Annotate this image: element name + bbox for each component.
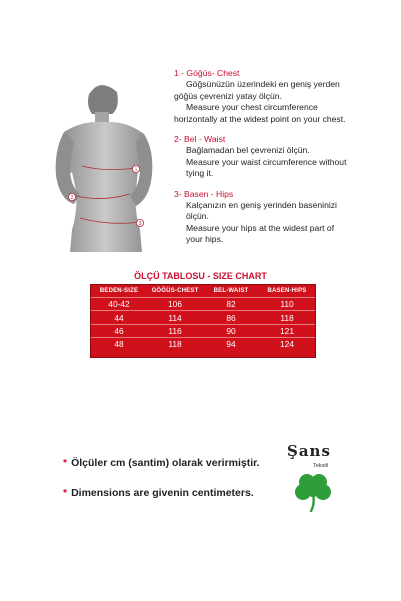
instruction-en-line: Measure your hips at the widest part of bbox=[186, 222, 335, 233]
clover-icon bbox=[291, 470, 335, 512]
note-units-en bbox=[63, 487, 254, 499]
table-cell: 110 bbox=[280, 299, 294, 310]
table-cell: 106 bbox=[168, 299, 182, 310]
size-chart-header-row bbox=[91, 285, 315, 297]
table-row bbox=[91, 297, 315, 310]
table-cell: 124 bbox=[280, 339, 294, 350]
table-row bbox=[91, 337, 315, 350]
size-chart-title: ÖLÇÜ TABLOSU - SIZE CHART bbox=[134, 271, 267, 281]
table-cell: 46 bbox=[114, 325, 124, 336]
header-cell: BEDEN-SIZE bbox=[99, 288, 139, 294]
instruction-heading: 3- Basen - Hips bbox=[174, 188, 234, 199]
note-star: * bbox=[63, 487, 68, 499]
body-silhouette-figure bbox=[40, 80, 170, 260]
marker-chest-label: 1 bbox=[134, 167, 138, 173]
instruction-en-line: your hips. bbox=[186, 234, 224, 245]
instruction-tr-line: Kalçanızın en geniş yerinden baseninizi bbox=[186, 200, 337, 211]
instruction-hips bbox=[174, 189, 394, 246]
brand-logo bbox=[283, 442, 343, 512]
table-row bbox=[91, 310, 315, 323]
instruction-tr-line: Göğsünüzün üzerindeki en geniş yerden bbox=[186, 79, 340, 90]
header-cell: BASEN-HIPS bbox=[267, 288, 307, 294]
instruction-tr-line: göğüs çevrenizi yatay ölçün. bbox=[174, 90, 282, 101]
table-cell: 40-42 bbox=[108, 299, 130, 310]
marker-hips-label: 3 bbox=[138, 221, 142, 227]
instruction-heading: 2- Bel - Waist bbox=[174, 134, 226, 145]
instruction-en-line: horizontally at the widest point on your chest. bbox=[174, 113, 346, 124]
table-cell: 48 bbox=[114, 339, 124, 350]
instruction-en-line: Measure your chest circumference bbox=[186, 102, 318, 113]
instruction-chest bbox=[174, 68, 394, 125]
table-cell: 114 bbox=[168, 312, 182, 323]
instruction-waist bbox=[174, 134, 394, 180]
table-cell: 90 bbox=[226, 325, 236, 336]
instruction-en-line: tying it. bbox=[186, 168, 214, 179]
table-cell: 86 bbox=[226, 312, 236, 323]
measurement-instructions bbox=[174, 68, 394, 255]
table-cell: 82 bbox=[226, 299, 236, 310]
note-star: * bbox=[63, 457, 68, 469]
instruction-tr-line: ölçün. bbox=[186, 211, 209, 222]
note-text: Ölçüler cm (santim) olarak verirmiştir. bbox=[71, 457, 260, 469]
table-cell: 44 bbox=[114, 312, 124, 323]
note-units-tr bbox=[63, 457, 260, 469]
marker-waist-label: 2 bbox=[70, 195, 74, 201]
table-cell: 116 bbox=[168, 325, 182, 336]
note-text: Dimensions are givenin centimeters. bbox=[71, 487, 254, 499]
table-row bbox=[91, 324, 315, 337]
brand-subtitle: Tekstil bbox=[313, 463, 329, 469]
size-chart-table bbox=[90, 284, 316, 358]
table-cell: 121 bbox=[280, 325, 294, 336]
instruction-heading: 1 - Göğüs- Chest bbox=[174, 68, 240, 78]
brand-name: Şans bbox=[287, 442, 331, 460]
instruction-tr-line: Bağlamadan bel çevrenizi ölçün. bbox=[186, 145, 310, 156]
instruction-en-line: Measure your waist circumference without bbox=[186, 156, 347, 167]
header-cell: GÖĞÜS-CHEST bbox=[151, 288, 199, 294]
table-cell: 118 bbox=[168, 339, 182, 350]
table-cell: 118 bbox=[280, 312, 294, 323]
table-cell: 94 bbox=[226, 339, 236, 350]
header-cell: BEL-WAIST bbox=[213, 288, 249, 294]
